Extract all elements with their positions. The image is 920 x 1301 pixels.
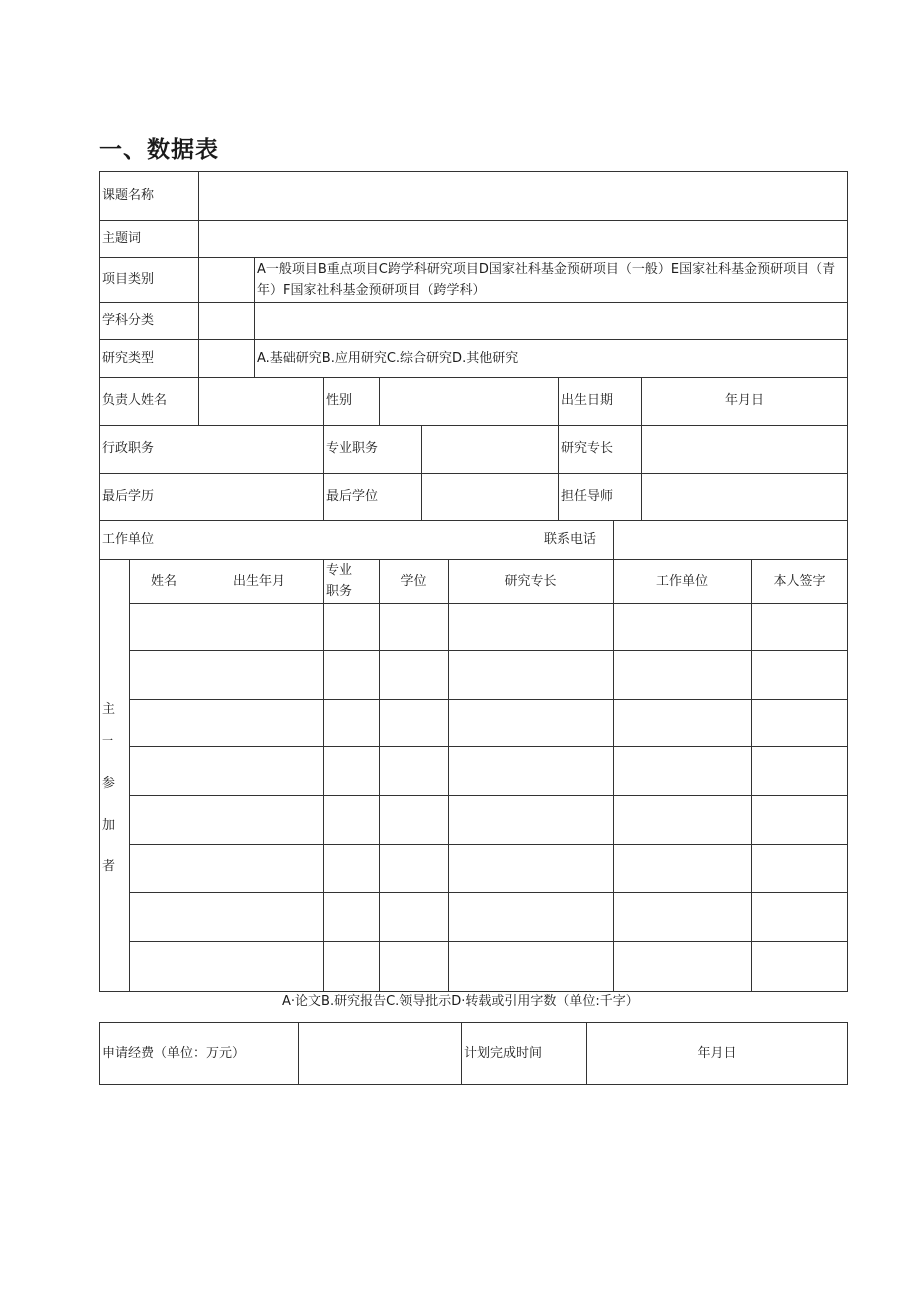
- project-type-options: A一般项目B重点项目C跨学科研究项目D国家社科基金预研项目（一般）E国家社科基金预研项目（青年）F国家社科基金预研项目（跨学科）: [257, 262, 836, 298]
- member-row-7[interactable]: [131, 894, 847, 940]
- col-line: [129, 559, 130, 992]
- member-row-8[interactable]: [131, 943, 847, 991]
- header-birth: 出生年月: [233, 574, 286, 589]
- header-signature: 本人签字: [773, 574, 826, 589]
- col-line: [198, 257, 199, 377]
- gender-field[interactable]: [381, 379, 557, 424]
- col-line: [379, 377, 380, 425]
- col-line: [461, 1022, 462, 1085]
- discipline-field[interactable]: [256, 304, 846, 338]
- header-name: 姓名: [151, 574, 178, 589]
- row-line: [99, 520, 848, 521]
- last-degree-field[interactable]: [423, 475, 557, 519]
- discipline-choice-field[interactable]: [200, 304, 253, 338]
- phone-label: 联系电话: [544, 532, 597, 547]
- topic-name-field[interactable]: [200, 173, 846, 219]
- members-side-label-5: 者: [102, 859, 116, 874]
- birth-date-label: 出生日期: [561, 393, 614, 408]
- row-line: [99, 339, 848, 340]
- admin-position-label: 行政职务: [102, 441, 155, 456]
- member-row-line: [129, 650, 848, 651]
- member-row-3[interactable]: [131, 701, 847, 745]
- work-unit-label: 工作单位: [102, 532, 155, 547]
- discipline-label: 学科分类: [102, 313, 155, 328]
- col-line: [198, 377, 199, 425]
- last-education-field[interactable]: [200, 475, 322, 519]
- member-row-line: [129, 844, 848, 845]
- plan-time-label: 计划完成时间: [464, 1046, 543, 1061]
- research-specialty-label: 研究专长: [561, 441, 614, 456]
- row-line: [99, 257, 848, 258]
- research-type-choice-field[interactable]: [200, 341, 253, 376]
- header-unit: 工作单位: [655, 574, 708, 589]
- member-row-5[interactable]: [131, 797, 847, 843]
- header-degree: 学位: [400, 574, 427, 589]
- member-row-1[interactable]: [131, 605, 847, 649]
- research-type-label: 研究类型: [102, 351, 155, 366]
- row-line: [99, 377, 848, 378]
- members-side-label-3: 参: [102, 776, 116, 791]
- header-title-line1: 专业: [326, 563, 353, 578]
- member-row-4[interactable]: [131, 748, 847, 794]
- page-title: 一、数据表: [99, 137, 219, 163]
- leader-name-label: 负责人姓名: [102, 393, 168, 408]
- member-row-line: [129, 892, 848, 893]
- supervisor-field[interactable]: [643, 475, 846, 519]
- work-unit-field[interactable]: [160, 522, 540, 558]
- col-line: [323, 377, 324, 520]
- research-specialty-field[interactable]: [643, 427, 846, 472]
- row-line: [99, 559, 848, 560]
- members-side-label-4: 加: [102, 818, 116, 833]
- budget-label: 申请经费（单位：万元）: [102, 1046, 246, 1061]
- outcome-note: A·论文B.研究报告C.领导批示D·转载或引用字数（单位:千字）: [282, 994, 639, 1009]
- member-row-6[interactable]: [131, 846, 847, 891]
- keywords-field[interactable]: [200, 222, 846, 256]
- budget-field[interactable]: [300, 1024, 460, 1084]
- row-line: [99, 473, 848, 474]
- admin-position-field[interactable]: [200, 427, 322, 472]
- project-type-choice-field[interactable]: [200, 259, 253, 301]
- birth-date-value[interactable]: 年月日: [724, 393, 764, 408]
- member-row-line: [129, 795, 848, 796]
- col-line: [198, 171, 199, 257]
- plan-date-value[interactable]: 年月日: [697, 1046, 737, 1061]
- leader-name-field[interactable]: [200, 379, 322, 424]
- members-side-label-1: 主: [102, 702, 116, 717]
- col-line: [613, 520, 614, 559]
- col-line: [421, 425, 422, 520]
- professional-title-label: 专业职务: [326, 441, 379, 456]
- member-row-2[interactable]: [131, 652, 847, 698]
- row-line: [99, 425, 848, 426]
- keywords-label: 主题词: [102, 231, 142, 246]
- member-row-line: [129, 941, 848, 942]
- professional-title-field[interactable]: [423, 427, 557, 472]
- last-degree-label: 最后学位: [326, 489, 379, 504]
- row-line: [99, 220, 848, 221]
- topic-name-label: 课题名称: [102, 188, 155, 203]
- member-row-line: [129, 699, 848, 700]
- col-line: [254, 257, 255, 377]
- header-specialty: 研究专长: [504, 574, 557, 589]
- members-side-label-2: 一: [102, 734, 113, 747]
- gender-label: 性别: [326, 393, 353, 408]
- member-row-line: [129, 746, 848, 747]
- col-line: [558, 377, 559, 520]
- col-line: [298, 1022, 299, 1085]
- phone-field[interactable]: [615, 522, 846, 558]
- header-title-line2: 职务: [326, 584, 353, 599]
- supervisor-label: 担任导师: [561, 489, 614, 504]
- member-row-line: [129, 603, 848, 604]
- project-type-label: 项目类别: [102, 272, 155, 287]
- research-type-options: A.基础研究B.应用研究C.综合研究D.其他研究: [257, 351, 519, 366]
- last-education-label: 最后学历: [102, 489, 155, 504]
- row-line: [99, 302, 848, 303]
